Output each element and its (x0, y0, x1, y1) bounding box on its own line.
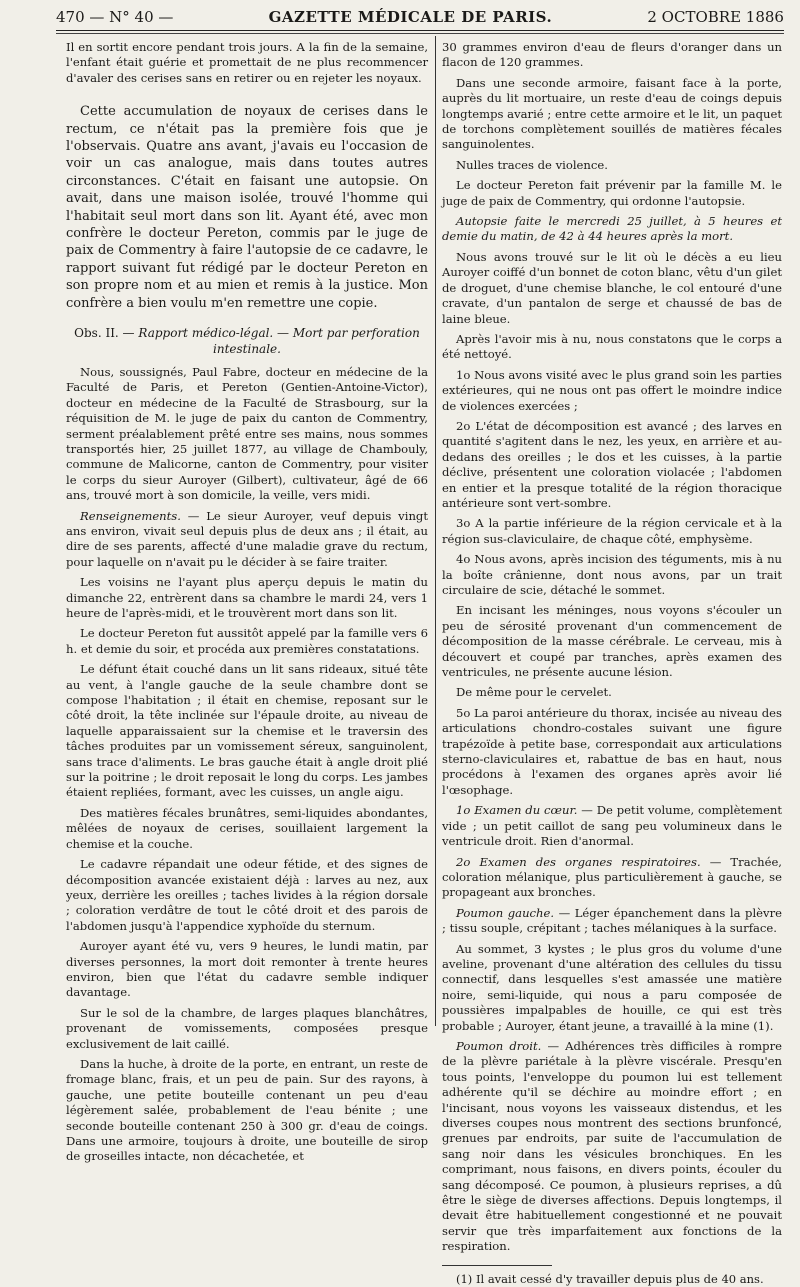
paragraph: Sur le sol de la chambre, de larges plaques blanchâtres, provenant de vomissements, composées presque exclusivement de lait caillé. (66, 1005, 428, 1051)
paragraph-text: — De petit volume, complètement vide ; un petit caillot de sang peu volumineux dans le ventricule droit. Rien d'anormal. (442, 803, 782, 849)
paragraph: Cette accumulation de noyaux de cerises dans le rectum, ce n'était pas la première fois que je l'observais. Quatre ans avant, j'avais eu l'occasion de voir un cas analogue, mais dans toutes autres circonstances. C'était en faisant une autopsie. On avait, dans une maison isolée, trouvé l'homme qui l'habitait seul mort dans son lit. Ayant été, avec mon confrère le docteur Pereton, commis par le juge de paix de Commentry à faire l'autopsie de ce cadavre, le rapport suivant fut rédigé par le docteur Pereton en son propre nom et au mien et remis à la justice. Mon confrère a bien voulu m'en remettre une copie. (66, 104, 428, 311)
footnote: (1) Il avait cessé d'y travailler depuis plus de 40 ans. (456, 1271, 764, 1286)
autopsy-heading: Autopsie faite le mercredi 25 juillet, à 5 heures et demie du matin, de 42 à 44 heures après la mort. (442, 214, 782, 244)
paragraph: Il en sortit encore pendant trois jours. A la fin de la semaine, l'enfant était guérie et promettait de ne plus recommencer d'avaler des cerises sans en retirer ou en rejeter les noyaux. (66, 40, 428, 85)
paragraph-label: 2o Examen des organes respiratoires. (456, 854, 701, 869)
paragraph: Auroyer ayant été vu, vers 9 heures, le lundi matin, par diverses personnes, la mort doit remonter à trente heures environ, bien que l'état du cadavre semble indiquer davantage. (66, 939, 428, 1000)
section-heading (66, 326, 428, 357)
paragraph (442, 803, 782, 849)
paragraph: Le cadavre répandait une odeur fétide, et des signes de décomposition avancée existaient déjà : larves au nez, aux yeux, derrière les oreilles ; taches livides à la région dorsale ; coloration verdâtre de tout le côté droit et des parois de l'abdomen jusqu'à l'appendice xyphoïde du sternum. (66, 857, 428, 933)
paragraph: Le défunt était couché dans un lit sans rideaux, situé tête au vent, à l'angle gauche de la seule chambre dont se compose l'habitation ; il était en chemise, reposant sur le côté droit, la tête inclinée sur l'épaule droite, au niveau de laquelle apparaissaient sur la chemise et le traversin des tâches produites par un vomissement séreux, sanguinolent, sans trace d'aliments. Le bras gauche était à angle droit plié sur la poitrine ; le droit reposait le long du corps. Les jambes étaient repliées, formant, avec les cuisses, un angle aigu. (66, 662, 428, 800)
paragraph-label: 1o Examen du cœur. (456, 803, 578, 818)
paragraph: 5o La paroi antérieure du thorax, incisée au niveau des articulations chondro-costales suivant une figure trapézoïde à petite base, correspondait aux articulations sterno-claviculaires et, rabattue de bas en haut, nous procédons à l'examen des organes après avoir lié l'œsophage. (442, 705, 782, 797)
paragraph: Nous avons trouvé sur le lit où le décès a eu lieu Auroyer coiffé d'un bonnet de coton blanc, vêtu d'un gilet de droguet, d'une chemise blanche, le col entouré d'une cravate, d'un pantalon de serge et chaussé de bas de laine bleue. (442, 249, 782, 326)
section-title: Rapport médico-légal. — Mort par perforation intestinale. (138, 326, 420, 356)
left-column (66, 40, 428, 1164)
paragraph: Au sommet, 3 kystes ; le plus gros du volume d'une aveline, provenant d'une altération des cellules du tissu connectif, dans lesquelles s'est amassée une matière noire, semi-liquide, qui nous a paru composée de poussières impalpables de houille, ce qui est très probable ; Auroyer, étant jeune, a travaillé à la mine (1). (442, 941, 782, 1033)
paragraph: De même pour le cervelet. (456, 685, 612, 700)
paragraph-text: — Léger épanchement dans la plèvre ; tissu souple, crépitant ; taches mélaniques à la surface. (442, 905, 782, 936)
paragraph (442, 1039, 782, 1255)
footnote-rule (442, 1265, 552, 1266)
paragraph-label: Poumon gauche. (456, 905, 555, 920)
journal-title: GAZETTE MÉDICALE DE PARIS. (268, 8, 553, 26)
page-number: 470 — N° 40 — (56, 8, 174, 26)
paragraph: 4o Nous avons, après incision des téguments, mis à nu la boîte crânienne, dont nous avons, par un trait circulaire de scie, détaché le sommet. (442, 552, 782, 597)
paragraph: Des matières fécales brunâtres, semi-liquides abondantes, mêlées de noyaux de cerises, souillaient largement la chemise et la couche. (66, 805, 428, 851)
header-rule (56, 30, 784, 31)
paragraph: Le docteur Pereton fait prévenir par la famille M. le juge de paix de Commentry, qui ordonne l'autopsie. (442, 178, 782, 208)
paragraph: Après l'avoir mis à nu, nous constatons que le corps a été nettoyé. (442, 331, 782, 362)
column-divider (435, 36, 436, 1026)
paragraph: 30 grammes environ d'eau de fleurs d'oranger dans un flacon de 120 grammes. (442, 40, 782, 70)
section-label: Obs. II. — (74, 326, 135, 341)
issue-date: 2 OCTOBRE 1886 (647, 8, 784, 26)
paragraph (66, 509, 428, 571)
paragraph: 2o L'état de décomposition est avancé ; des larves en quantité s'agitent dans le nez, les yeux, en arrière et au-dedans des oreilles ; le dos et les cuisses, à la partie déclive, présentent une coloration violacée ; l'abdomen en entier et la presque totalité de la région thoracique antérieure sont vert-sombre. (442, 418, 782, 510)
paragraph: Le docteur Pereton fut aussitôt appelé par la famille vers 6 h. et demie du soir, et procéda aux premières constatations. (66, 626, 428, 656)
page-header (56, 8, 784, 30)
paragraph: 1o Nous avons visité avec le plus grand soin les parties extérieures, qui ne nous ont pas offert le moindre indice de violences exercées ; (442, 367, 782, 413)
paragraph: Nous, soussignés, Paul Fabre, docteur en médecine de la Faculté de Paris, et Pereton (Gentien-Antoine-Victor), docteur en médecine de la Faculté de Strasbourg, sur la réquisition de M. le juge de paix du canton de Commentry, serment préalablement prêté entre ses mains, nous sommes transportés hier, 25 juillet 1877, au village de Chambouly, commune de Malicorne, canton de Commentry, pour visiter le corps du sieur Auroyer (Gilbert), cultivateur, âgé de 66 ans, trouvé mort à son domicile, la veille, vers midi. (66, 364, 428, 503)
paragraph: Nulles traces de violence. (456, 157, 608, 172)
paragraph-text: — Trachée, coloration mélanique, plus particulièrement à gauche, se propageant aux bronches. (442, 854, 782, 900)
paragraph: En incisant les méninges, nous voyons s'écouler un peu de sérosité provenant d'un commencement de décomposition de la masse cérébrale. Le cerveau, mis à découvert et coupé par tranches, après examen des ventricules, ne présente aucune lésion. (442, 603, 782, 680)
paragraph-text: — Adhérences très difficiles à rompre de la plèvre pariétale à la plèvre viscérale. Presqu'en tous points, l'enveloppe du poumon lui est tellement adhérente qu'il se déchire au moindre effort ; en l'incisant, nous voyons les vaisseaux distendus, et les diverses coupes nous montrent des sections brunfoncé, grenues par endroits, par suite de l'accumulation de sang noir dans les vésicules bronchiques. En les comprimant, nous faisons, en divers points, écouler du sang décomposé. Ce poumon, à plusieurs reprises, a dû être le siège de diverses affections. Depuis longtemps, il devait être habituellement congestionné et ne pouvait servir que très imparfaitement aux fonctions de la respiration. (442, 1038, 783, 1254)
paragraph: Dans une seconde armoire, faisant face à la porte, auprès du lit mortuaire, un reste d'eau de coings depuis longtemps avarié ; entre cette armoire et le lit, un paquet de torchons complètement souillés de matières fécales sanguinolentes. (442, 75, 782, 152)
paragraph: 3o A la partie inférieure de la région cervicale et à la région sus-claviculaire, de chaque côté, emphysème. (442, 516, 782, 546)
paragraph: Les voisins ne l'ayant plus aperçu depuis le matin du dimanche 22, entrèrent dans sa chambre le mardi 24, vers 1 heure de l'après-midi, et le trouvèrent mort dans son lit. (66, 575, 428, 620)
paragraph-text: — Le sieur Auroyer, veuf depuis vingt ans environ, vivait seul depuis plus de deux ans ; il était, au dire de ses parents, affecté d'une maladie grave du rectum, pour laquelle on n'avait pu le décider à se faire traiter. (66, 508, 428, 569)
paragraph-label: Renseignements. (80, 508, 181, 523)
paragraph: Dans la huche, à droite de la porte, en entrant, un reste de fromage blanc, frais, et un peu de pain. Sur des rayons, à gauche, une petite bouteille contenant un peu d'eau légèrement salée, probablement de l'eau bénite ; une seconde bouteille contenant 250 à 300 gr. d'eau de coings. Dans une armoire, toujours à droite, une bouteille de sirop de groseilles intacte, non décachetée, et (66, 1056, 428, 1164)
paragraph (442, 906, 782, 937)
paragraph (442, 214, 782, 245)
header-rule-thin (56, 33, 784, 34)
paragraph (442, 855, 782, 901)
paragraph-label: Poumon droit. (456, 1038, 542, 1053)
right-column (442, 40, 783, 1286)
